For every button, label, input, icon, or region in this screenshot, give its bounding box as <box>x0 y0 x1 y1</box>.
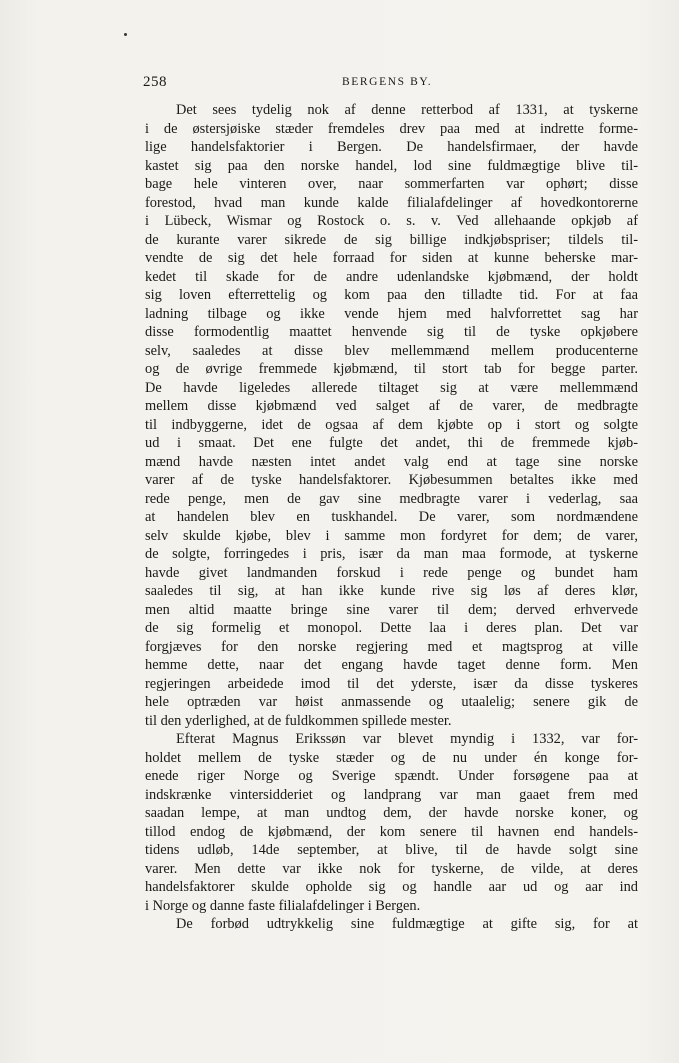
text-line: men altid maatte bringe sine varer til dem; derved erhvervede <box>145 601 638 618</box>
text-line: disse formodentlig maattet henvende sig til de tyske opkjøbere <box>145 324 638 340</box>
running-title: BERGENS BY. <box>342 76 433 88</box>
text-line: og de øvrige fremmede kjøbmænd, til stort tab for begge parter. <box>145 361 638 377</box>
text-line: til indbyggerne, idet de ogsaa af dem kjøbte op i stort og solgte <box>145 416 638 433</box>
text-line: tidens udløb, 14de september, at blive, til de havde solgt sine <box>145 842 638 858</box>
text-line: at handelen blev en tuskhandel. De varer, som nordmændene <box>145 509 638 525</box>
body-text <box>145 101 638 934</box>
text-line: de sig formelig et monopol. Dette laa i deres plan. Det var <box>145 620 638 636</box>
page-number: 258 <box>143 74 167 90</box>
text-line: lige handelsfaktorier i Bergen. De handelsfirmaer, der havde <box>145 139 638 155</box>
text-line: de kurante varer sikrede de sig billige indkjøbspriser; tildels til- <box>145 231 638 248</box>
text-line: ladning tilbage og ikke vende hjem med halvforrettet sag har <box>145 305 638 322</box>
text-line: handelsfaktorer skulde opholde sig og handle aar ud og aar ind <box>145 879 638 895</box>
text-line: Efterat Magnus Erikssøn var blevet myndig i 1332, var for- <box>176 731 638 747</box>
text-line: i Lübeck, Wismar og Rostock o. s. v. Ved allehaande opkjøb af <box>145 213 638 229</box>
text-line: de solgte, forringedes i pris, især da man maa formode, at tyskerne <box>145 546 638 562</box>
text-line: tillod endog de kjøbmænd, der kom senere til havnen end handels- <box>145 823 638 840</box>
text-line: Det sees tydelig nok af denne retterbod af 1331, at tyskerne <box>176 102 638 118</box>
text-line: vendte de sig det hele forraad for siden at kunne beherske mar- <box>145 250 638 266</box>
text-line: De forbød udtrykkelig sine fuldmægtige at gifte sig, for at <box>176 916 638 932</box>
running-head <box>143 74 638 96</box>
text-line: saaledes til sig, at han ikke kunde rive sig løs af deres klør, <box>145 583 638 599</box>
text-line: hemme dette, naar det engang havde taget denne form. Men <box>145 657 638 673</box>
text-line: hele optræden var høist anmassende og utaalelig; senere gik de <box>145 694 638 710</box>
text-line: havde givet landmanden forskud i rede penge og bundet ham <box>145 564 638 581</box>
text-line: saadan lempe, at man undtog dem, der havde norske koner, og <box>145 805 638 821</box>
text-line: selv skulde kjøbe, blev i samme mon fordyret for dem; de varer, <box>145 527 638 544</box>
text-line: selv, saaledes at disse blev mellemmænd mellem producenterne <box>145 342 638 359</box>
text-line: kastet sig paa den norske handel, lod sine fuldmægtige blive til- <box>145 157 638 174</box>
text-line: regjeringen arbeidede imod til det yderste, især da disse tyskeres <box>145 675 638 692</box>
text-line: sig loven efterrettelig og kom paa den tilladte tid. For at faa <box>145 287 638 303</box>
text-line: De havde ligeledes allerede tiltaget sig at være mellemmænd <box>145 379 638 396</box>
text-line: forestod, hvad man kunde kalde filialafdelinger af hovedkontorerne <box>145 194 638 211</box>
text-line: varer. Men dette var ikke nok for tyskerne, de vilde, at deres <box>145 860 638 877</box>
text-line: i de østersjøiske stæder fremdeles drev paa med at indrette forme- <box>145 120 638 137</box>
text-line: ud i smaat. Det ene fulgte det andet, thi de fremmede kjøb- <box>145 435 638 451</box>
text-line: til den yderlighed, at de fuldkommen spillede mester. <box>145 712 452 729</box>
text-line: mellem disse kjøbmænd ved salget af de varer, de medbragte <box>145 398 638 414</box>
text-line: forgjæves for den norske regjering med et magtsprog at ville <box>145 638 638 655</box>
text-line: varer af de tyske handelsfaktorer. Kjøbesummen betaltes ikke med <box>145 472 638 488</box>
ink-speck <box>124 33 127 36</box>
text-line: rede penge, men de gav sine medbragte varer i vederlag, saa <box>145 490 638 507</box>
text-line: kedet til skade for de andre udenlandske kjøbmænd, der holdt <box>145 268 638 285</box>
text-line: holdet mellem de tyske stæder og de nu under én konge for- <box>145 749 638 766</box>
text-line: indskrænke vintersidderiet og landprang var man gaaet frem med <box>145 786 638 803</box>
text-line: i Norge og danne faste filialafdelinger i Bergen. <box>145 897 421 914</box>
text-line: mænd havde næsten intet andet valg end at tage sine norske <box>145 453 638 470</box>
text-line: bage hele vinteren over, naar sommerfarten var ophørt; disse <box>145 176 638 192</box>
text-line: enede riger Norge og Sverige spændt. Under forsøgene paa at <box>145 768 638 784</box>
